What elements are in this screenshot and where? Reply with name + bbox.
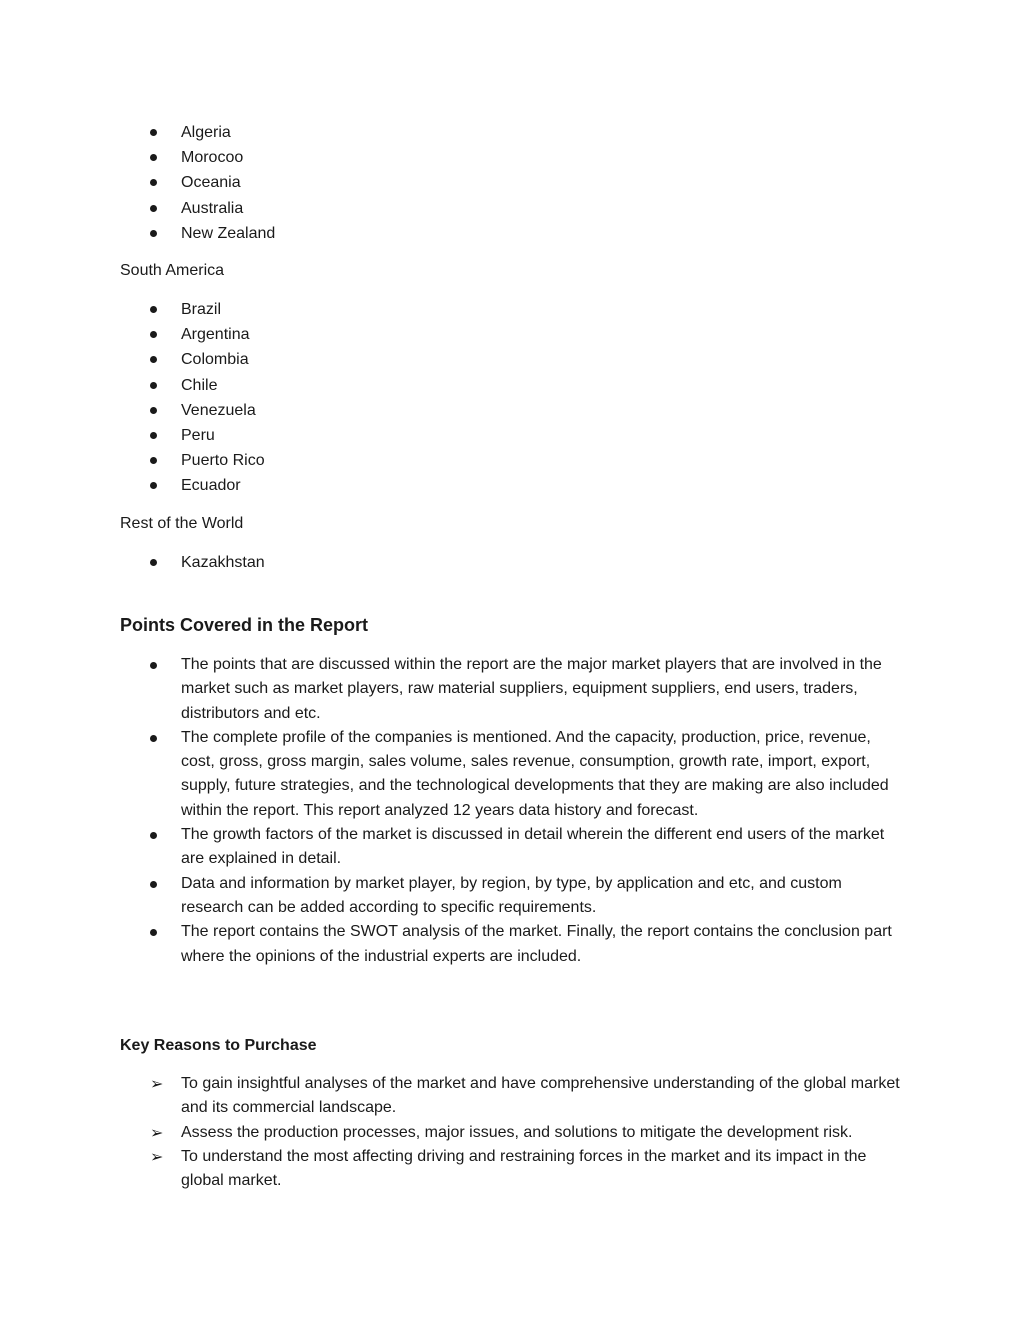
bullet-icon bbox=[150, 482, 157, 489]
list-item: Algeria bbox=[0, 120, 1024, 145]
country-list-south-america bbox=[0, 297, 1024, 499]
bullet-icon bbox=[150, 881, 157, 888]
list-item: Argentina bbox=[0, 322, 1024, 347]
country-list-africa-oceania bbox=[0, 120, 1024, 246]
bullet-icon bbox=[150, 382, 157, 389]
list-item: ➢ To gain insightful analyses of the market and have comprehensive understanding of the global market and its commercial landscape. bbox=[150, 1074, 900, 1117]
list-item: The growth factors of the market is discussed in detail wherein the different end users of the market are explained in detail. bbox=[0, 823, 1024, 872]
bullet-icon bbox=[150, 735, 157, 742]
bullet-icon bbox=[150, 432, 157, 439]
section-heading-key-reasons: Key Reasons to Purchase bbox=[120, 1037, 317, 1054]
bullet-icon bbox=[150, 929, 157, 936]
list-item: The points that are discussed within the report are the major market players that are involved in the market such as market players, raw material suppliers, equipment suppliers, end users, traders, distributors and etc. bbox=[0, 653, 1024, 726]
country-list-rest-of-world bbox=[0, 550, 1024, 575]
list-item: The report contains the SWOT analysis of the market. Finally, the report contains the conclusion part where the opinions of the industrial experts are included. bbox=[0, 920, 1024, 969]
bullet-icon bbox=[150, 662, 157, 669]
bullet-icon bbox=[150, 407, 157, 414]
list-item: The complete profile of the companies is mentioned. And the capacity, production, price, revenue, cost, gross, gross margin, sales volume, sales revenue, consumption, growth rate, import, export, supply, future strategies, and the technological developments that they are making are also included within the report. This report analyzed 12 years data history and forecast. bbox=[0, 726, 1024, 823]
bullet-icon bbox=[150, 356, 157, 363]
arrow-bullet-icon: ➢ bbox=[150, 1074, 164, 1093]
list-item: Data and information by market player, by region, by type, by application and etc, and custom research can be added according to specific requirements. bbox=[0, 872, 1024, 921]
list-item: ➢ To understand the most affecting driving and restraining forces in the market and its impact in the global market. bbox=[150, 1146, 867, 1190]
bullet-icon bbox=[150, 559, 157, 566]
bullet-icon bbox=[150, 832, 157, 839]
list-item: Puerto Rico bbox=[0, 448, 1024, 473]
bullet-icon bbox=[150, 331, 157, 338]
list-item: Brazil bbox=[0, 297, 1024, 322]
bullet-icon bbox=[150, 179, 157, 186]
points-covered-list bbox=[0, 653, 1024, 969]
list-item: Colombia bbox=[0, 347, 1024, 372]
list-item: Venezuela bbox=[0, 398, 1024, 423]
bullet-icon bbox=[150, 230, 157, 237]
region-heading-south-america: South America bbox=[120, 262, 225, 279]
arrow-bullet-icon: ➢ bbox=[150, 1122, 164, 1142]
bullet-icon bbox=[150, 205, 157, 212]
list-item: ➢ Assess the production processes, major issues, and solutions to mitigate the development risk. bbox=[0, 1121, 1024, 1145]
bullet-icon bbox=[150, 129, 157, 136]
section-heading-points-covered: Points Covered in the Report bbox=[120, 615, 369, 635]
bullet-icon bbox=[150, 457, 157, 464]
list-item: New Zealand bbox=[0, 221, 1024, 246]
key-reasons-list bbox=[0, 1072, 1024, 1193]
list-item: Peru bbox=[0, 423, 1024, 448]
bullet-icon bbox=[150, 306, 157, 313]
list-item: Morocoo bbox=[0, 145, 1024, 170]
arrow-bullet-icon: ➢ bbox=[150, 1146, 164, 1166]
list-item: Chile bbox=[0, 373, 1024, 398]
region-heading-rest-of-world: Rest of the World bbox=[120, 515, 244, 532]
list-item: Australia bbox=[0, 196, 1024, 221]
bullet-icon bbox=[150, 154, 157, 161]
list-item: Ecuador bbox=[0, 473, 1024, 498]
list-item: Kazakhstan bbox=[0, 550, 1024, 575]
list-item: Oceania bbox=[0, 170, 1024, 195]
